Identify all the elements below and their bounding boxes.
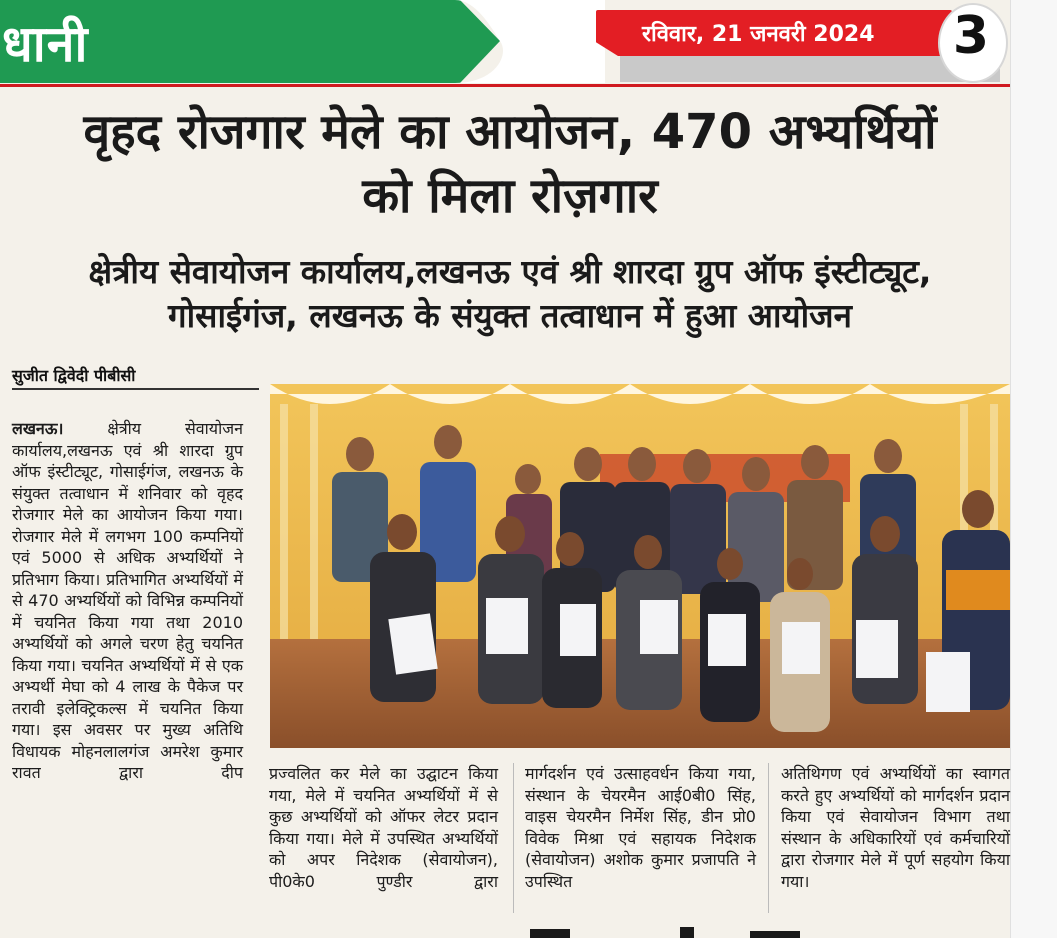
column-separator xyxy=(768,763,769,913)
subheadline xyxy=(0,250,1020,338)
headline-line-1: वृहद रोजगार मेले का आयोजन, 470 अभ्यर्थियों xyxy=(83,104,937,160)
article-column-3: मार्गदर्शन एवं उत्साहवर्धन किया गया, संस्थान के चेयरमैन आई0बी0 सिंह, वाइस चेयरमैन निर्मेश सिंह, डीन प्रो0 विवेक मिश्रा एवं सहायक निदेशक (सेवायोजन) अशोक कुमार प्रजापति ने उपस्थित xyxy=(525,764,756,891)
column-separator xyxy=(513,763,514,913)
page-number: 3 xyxy=(952,6,990,66)
banner-curve-decoration xyxy=(455,0,605,83)
next-article-heading-fragment xyxy=(500,924,840,938)
headline xyxy=(0,100,1020,228)
subhead-line-2: गोसाईगंज, लखनऊ के संयुक्त तत्वाधान में हुआ आयोजन xyxy=(168,296,852,335)
subhead-line-1: क्षेत्रीय सेवायोजन कार्यालय,लखनऊ एवं श्री शारदा ग्रुप ऑफ इंस्टीट्यूट, xyxy=(88,252,932,291)
issue-date: रविवार, 21 जनवरी 2024 xyxy=(642,22,875,47)
headline-line-2: को मिला रोज़गार xyxy=(362,168,658,224)
column-1-text: क्षेत्रीय सेवायोजन कार्यालय,लखनऊ एवं श्री शारदा ग्रुप ऑफ इंस्टीट्यूट, गोसाईगंज, लखनऊ के संयुक्त तत्वाधान में शनिवार को वृहद रोजगार मेले का आयोजन किया गया। रोजगार मेले में लगभग 100 कम्पनियों एवं 5000 से अधिक अभ्यर्थियों ने प्रतिभाग किया। प्रतिभागित अभ्यर्थियों में से 470 अभ्यर्थियों को विभिन्न कम्पनियों में चयनित किया गया तथा 2010 अभ्यर्थियों को अगले चरण हेतु चयनित किया गया। चयनित अभ्यर्थियों में से एक अभ्यर्थी मेघा को 4 लाख के पैकेज पर तरावी इलेक्ट्रिकल्स में चयनित किया गया। इस अवसर पर मुख्य अतिथि विधायक मोहनलालगंज अमरेश कुमार रावत द्वारा दीप xyxy=(12,419,243,782)
article-column-2: प्रज्वलित कर मेले का उद्घाटन किया गया, मेले में चयनित अभ्यर्थियों में से कुछ अभ्यर्थियों को ऑफर लेटर प्रदान किया गया। मेले में उपस्थित अभ्यर्थियों को अपर निदेशक (सेवायोजन), पी0के0 पुण्डीर द्वारा xyxy=(269,764,498,891)
event-photo xyxy=(270,384,1010,748)
article-column-4: अतिथिगण एवं अभ्यर्थियों का स्वागत करते हुए अभ्यर्थियों को मार्गदर्शन प्रदान किया एवं सेवायोजन विभाग तथा संस्थान के अधिकारियों एवं कर्मचारियों द्वारा रोजगार मेले में पूर्ण सहयोग किया गया। xyxy=(781,764,1010,891)
masthead xyxy=(0,0,1057,92)
byline-rule xyxy=(12,388,259,390)
article-column-1 xyxy=(12,418,243,918)
byline: सुजीत द्विवेदी पीबीसी xyxy=(12,366,136,385)
dateline: लखनऊ। xyxy=(12,419,64,438)
masthead-rule xyxy=(0,84,1010,87)
group-photo-illustration xyxy=(270,384,1010,748)
section-title: धानी xyxy=(2,15,89,73)
